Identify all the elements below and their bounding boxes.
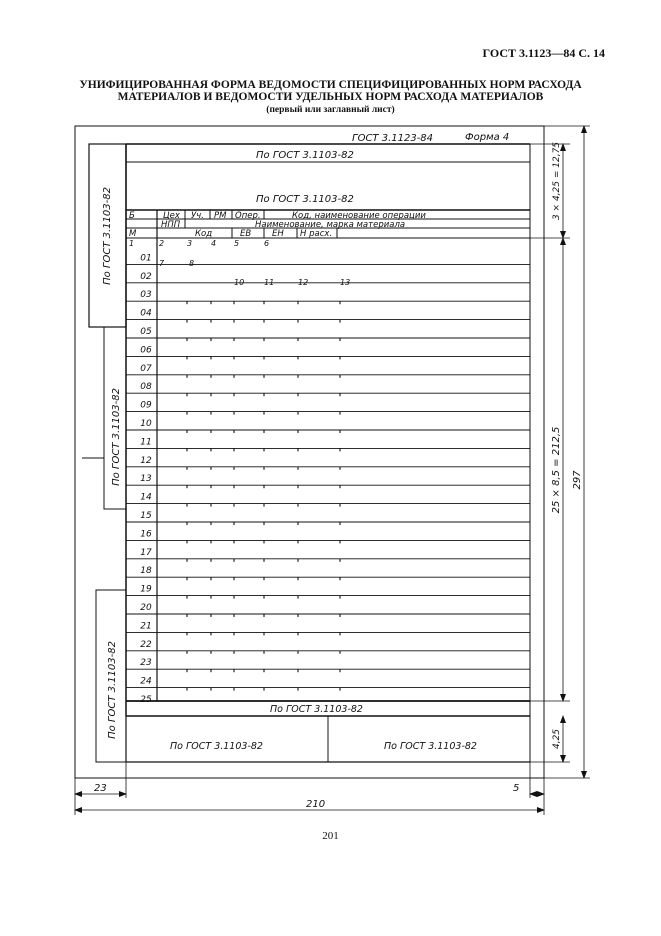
ref-top: По ГОСТ 3.1103-82 bbox=[256, 150, 354, 161]
dim-right-margin: 5 bbox=[513, 783, 520, 794]
row-number: 07 bbox=[140, 363, 152, 374]
colnum-8: 8 bbox=[189, 259, 195, 268]
row-number: 16 bbox=[140, 529, 152, 540]
row-number: 09 bbox=[140, 400, 152, 411]
dim-body-height: 25 × 8,5 = 212,5 bbox=[551, 426, 562, 514]
ref-side-lower: По ГОСТ 3.1103-82 bbox=[107, 641, 118, 739]
row-number: 13 bbox=[140, 474, 152, 485]
dim-total-width: 210 bbox=[306, 799, 326, 810]
row-number: 08 bbox=[140, 382, 152, 393]
row-number: 25 bbox=[140, 695, 152, 705]
row-number: 12 bbox=[140, 455, 152, 466]
ref-side-upper: По ГОСТ 3.1103-82 bbox=[102, 187, 113, 285]
cell-rm: РМ bbox=[214, 211, 227, 221]
title-line-3: (первый или заглавный лист) bbox=[266, 105, 395, 115]
standard-label: ГОСТ 3.1123-84 bbox=[352, 133, 434, 144]
cell-ev: ЕВ bbox=[240, 229, 252, 239]
row-number: 04 bbox=[140, 308, 152, 319]
cell-nrash: Н расх. bbox=[300, 229, 333, 239]
ref-bottom-band: По ГОСТ 3.1103-82 bbox=[270, 704, 363, 715]
colnum-3: 3 bbox=[187, 239, 193, 248]
ref-top-2: По ГОСТ 3.1103-82 bbox=[256, 194, 354, 205]
cell-material: Наименование, марка материала bbox=[255, 220, 406, 230]
row-number: 24 bbox=[140, 676, 152, 687]
row-number: 18 bbox=[140, 566, 152, 577]
colnum-7: 7 bbox=[159, 259, 165, 268]
cell-kod: Код bbox=[195, 229, 213, 239]
page-number: 201 bbox=[322, 830, 339, 842]
page-header: ГОСТ 3.1123—84 С. 14 bbox=[482, 46, 605, 60]
row-number: 22 bbox=[140, 639, 152, 650]
marker-m: М bbox=[129, 229, 137, 239]
ref-bottom-left: По ГОСТ 3.1103-82 bbox=[170, 741, 263, 752]
ref-side-middle: По ГОСТ 3.1103-82 bbox=[111, 388, 122, 486]
ref-bottom-right: По ГОСТ 3.1103-82 bbox=[384, 741, 477, 752]
row-number: 21 bbox=[140, 621, 152, 632]
row-number: 10 bbox=[140, 419, 152, 429]
cell-oper: Опер. bbox=[235, 211, 261, 221]
title-line-2: МАТЕРИАЛОВ И ВЕДОМОСТИ УДЕЛЬНЫХ НОРМ РАСХОДА МАТЕРИАЛОВ bbox=[117, 91, 544, 103]
row-number: 11 bbox=[140, 437, 152, 448]
colnum-2: 2 bbox=[159, 239, 165, 248]
row-number: 20 bbox=[140, 603, 152, 613]
dim-footer-height: 4,25 bbox=[552, 728, 562, 750]
row-number: 02 bbox=[140, 271, 152, 282]
title-line-1: УНИФИЦИРОВАННАЯ ФОРМА ВЕДОМОСТИ СПЕЦИФИЦИРОВАННЫХ НОРМ РАСХОДА bbox=[79, 79, 582, 91]
row-number: 14 bbox=[140, 492, 152, 503]
cell-ceh: Цех bbox=[163, 211, 180, 221]
row-number: 15 bbox=[140, 511, 152, 521]
bottom-blocks bbox=[126, 716, 530, 762]
cell-uch: Уч. bbox=[191, 211, 204, 221]
cell-npp: НПП bbox=[161, 220, 181, 230]
cell-operation: Код, наименование операции bbox=[292, 211, 426, 221]
colnum-4: 4 bbox=[211, 239, 217, 248]
colnum-10: 10 bbox=[234, 278, 245, 287]
dim-left-margin: 23 bbox=[94, 783, 107, 794]
row-number: 01 bbox=[140, 253, 152, 264]
data-rows bbox=[126, 253, 530, 705]
colnum-1: 1 bbox=[129, 239, 135, 248]
form-number-label: Форма 4 bbox=[465, 132, 510, 143]
row-number: 23 bbox=[140, 658, 152, 669]
row-number: 05 bbox=[140, 327, 152, 337]
row-number: 06 bbox=[140, 345, 152, 356]
marker-b: Б bbox=[129, 211, 135, 221]
dim-header-height: 3 × 4,25 = 12,75 bbox=[552, 141, 562, 221]
cell-en: ЕН bbox=[272, 229, 284, 239]
colnum-6: 6 bbox=[264, 239, 270, 248]
row-number: 03 bbox=[140, 290, 152, 301]
row-number: 17 bbox=[140, 547, 152, 558]
row-number: 19 bbox=[140, 584, 152, 595]
colnum-12: 12 bbox=[298, 278, 309, 287]
dim-total-height: 297 bbox=[572, 470, 583, 490]
colnum-13: 13 bbox=[340, 278, 351, 287]
colnum-5: 5 bbox=[234, 239, 240, 248]
colnum-11: 11 bbox=[264, 278, 275, 287]
